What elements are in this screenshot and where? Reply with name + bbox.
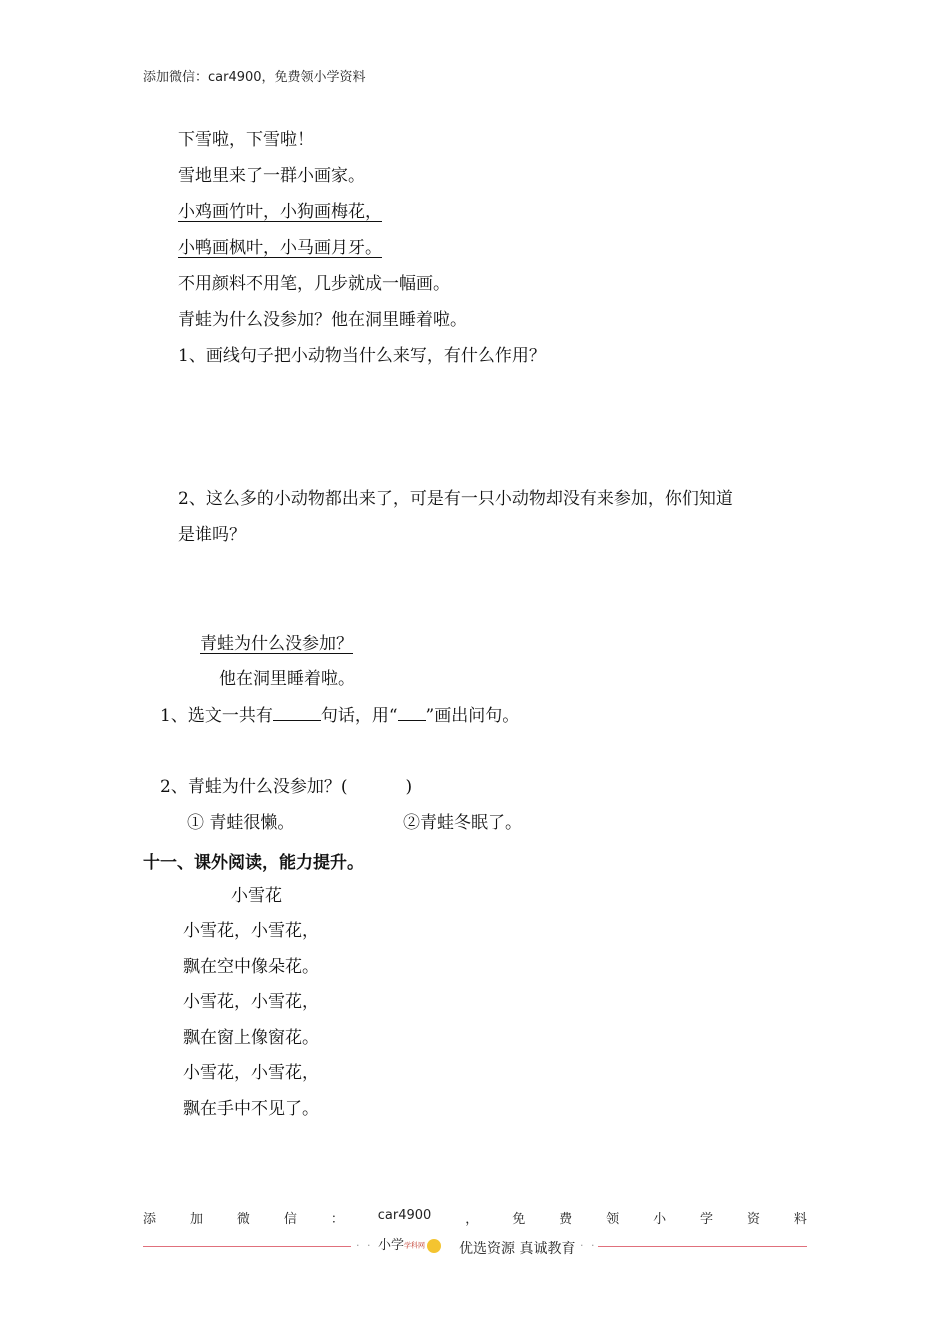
footer-slogan: 优选资源 真诚教育	[459, 1241, 576, 1257]
option-2: ②青蛙冬眠了。	[403, 813, 522, 833]
footer-rule-right	[598, 1246, 807, 1247]
poem2-line-1: 小雪花，小雪花，	[183, 921, 319, 941]
footer-char: 小	[653, 1212, 667, 1227]
option-1: ① 青蛙很懒。	[187, 813, 295, 833]
poem-line-2: 雪地里来了一群小画家。	[178, 166, 365, 186]
poem-line-6: 青蛙为什么没参加？他在洞里睡着啦。	[178, 310, 467, 330]
poem-line-4-underlined: 小鸭画枫叶，小马画月牙。	[178, 238, 382, 258]
section-heading: 十一、课外阅读，能力提升。	[143, 853, 364, 873]
footer-char: 费	[559, 1212, 573, 1227]
fill-question-1-a: 1、选文一共有	[160, 706, 273, 726]
underline-mark	[398, 720, 426, 721]
footer-char: 料	[793, 1212, 807, 1227]
poem-line-5: 不用颜料不用笔，几步就成一幅画。	[178, 274, 450, 294]
footer-char: 资	[746, 1212, 760, 1227]
poem2-line-5: 小雪花，小雪花，	[183, 1063, 319, 1083]
footer-char: 加	[189, 1212, 203, 1227]
excerpt-line-1: 青蛙为什么没参加？	[200, 634, 353, 654]
footer-text	[143, 1208, 807, 1227]
page-header: 添加微信：car4900，免费领小学资料	[143, 70, 366, 85]
fill-question-1	[160, 704, 519, 728]
footer-char: 学	[700, 1212, 714, 1227]
fill-question-1-b: 句话，用“	[320, 706, 398, 726]
poem2-line-2: 飘在空中像朵花。	[183, 957, 319, 977]
footer-char: ：	[330, 1212, 344, 1227]
poem2-title: 小雪花	[231, 886, 282, 906]
footer-char: car4900	[377, 1208, 432, 1223]
poem-line-1: 下雪啦，下雪啦！	[178, 130, 314, 150]
footer-dots-left: · ·	[356, 1239, 373, 1252]
footer-char: ，	[465, 1212, 479, 1227]
poem2-line-4: 飘在窗上像窗花。	[183, 1028, 319, 1048]
footer-rule-left	[143, 1246, 351, 1247]
logo-mascot-icon	[427, 1239, 441, 1253]
answer-blank[interactable]	[273, 720, 321, 721]
footer-char: 免	[512, 1212, 526, 1227]
footer-char: 信	[283, 1212, 297, 1227]
logo-small-text: 学科网	[404, 1241, 426, 1250]
choice-question-2	[160, 775, 412, 799]
logo-text: 小学	[378, 1238, 405, 1253]
choice-question-text: 2、青蛙为什么没参加？(	[160, 777, 348, 797]
choice-question-close: )	[405, 777, 413, 797]
question-1: 1、画线句子把小动物当什么来写，有什么作用？	[178, 346, 546, 366]
question-2-line-1: 2、这么多的小动物都出来了，可是有一只小动物却没有来参加，你们知道	[178, 489, 733, 509]
poem2-line-6: 飘在手中不见了。	[183, 1099, 319, 1119]
footer-char: 微	[236, 1212, 250, 1227]
poem2-line-3: 小雪花，小雪花，	[183, 992, 319, 1012]
fill-question-1-c: ”画出问句。	[425, 706, 520, 726]
footer-char: 添	[143, 1212, 157, 1227]
footer-dots-right: · ·	[580, 1239, 597, 1252]
excerpt-line-2: 他在洞里睡着啦。	[219, 669, 355, 689]
question-2-line-2: 是谁吗？	[178, 525, 246, 545]
footer-char: 领	[606, 1212, 620, 1227]
poem-line-3-underlined: 小鸡画竹叶，小狗画梅花，	[178, 202, 382, 222]
logo	[378, 1234, 443, 1253]
